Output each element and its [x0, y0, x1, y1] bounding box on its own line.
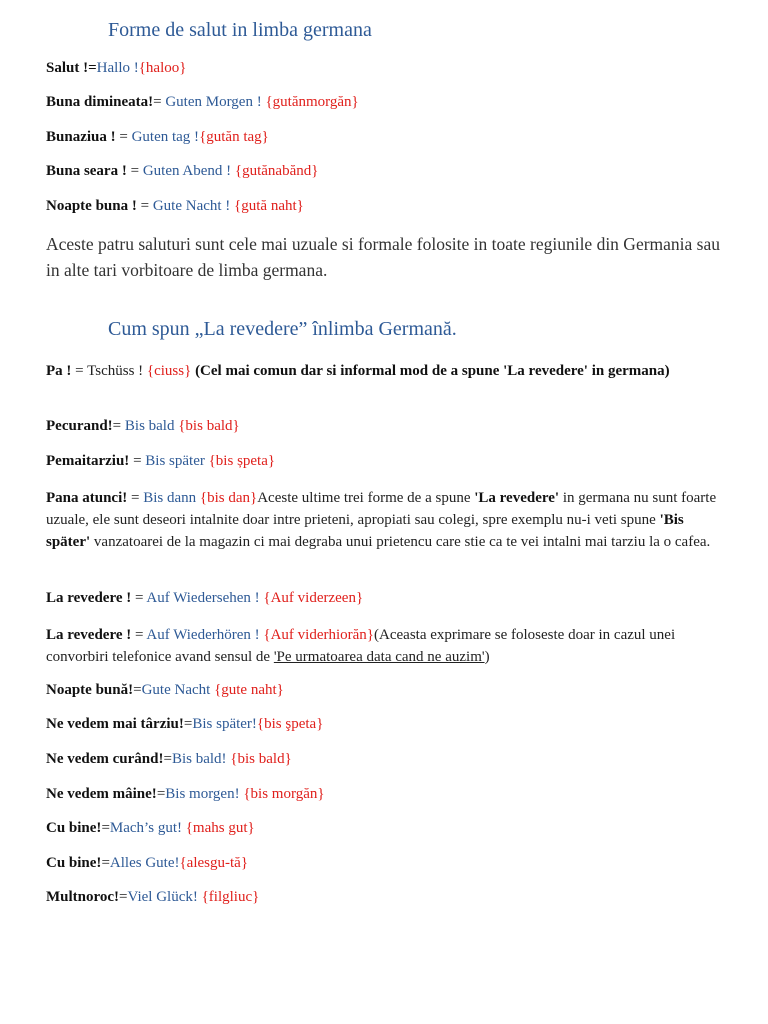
usage-note-emphasis: 'Bis später' [46, 512, 684, 550]
german-phrase: Mach’s gut! [109, 820, 186, 836]
phrase-row [46, 682, 284, 699]
usage-note: in germana nu sunt foarte uzuale, ele sunt deseori intalnite doar intre prieteni, apropiati sau colegi, spre exemplu nu-i veti spune [46, 490, 717, 528]
german-phrase: Bis später! [192, 716, 257, 732]
equals-sign: = [130, 163, 143, 179]
german-phrase: Hallo ! [96, 60, 139, 76]
romanian-phrase: Bunaziua ! [46, 129, 120, 145]
pronunciation: {gutănmorgăn} [265, 94, 359, 110]
equals-sign: = [101, 855, 110, 871]
romanian-phrase: Ne vedem mâine! [46, 786, 157, 802]
phrase-row [46, 487, 722, 553]
pronunciation: {gute naht} [214, 682, 284, 698]
phrase-row [46, 716, 323, 733]
phrase-row [46, 60, 186, 77]
romanian-phrase: Ne vedem curând! [46, 751, 164, 767]
pronunciation: {alesgu-tă} [179, 855, 249, 871]
equals-sign: = [88, 60, 97, 76]
romanian-phrase: Noapte bună! [46, 682, 134, 698]
german-phrase: Viel Glück! [127, 889, 202, 905]
usage-note: (Aceasta exprimare se foloseste doar in cazul unei convorbiri telefonice avand sensul de [46, 627, 676, 665]
equals-sign: = [101, 820, 110, 836]
german-phrase: Alles Gute! [109, 855, 180, 871]
phrase-row [46, 360, 722, 382]
section2-title: Cum spun „La revedere” înlimba Germană. [108, 318, 457, 340]
phrase-row [46, 855, 248, 872]
romanian-phrase: Buna seara ! [46, 163, 131, 179]
romanian-phrase: Cu bine! [46, 820, 102, 836]
phrase-row [46, 751, 292, 768]
romanian-phrase: Cu bine! [46, 855, 102, 871]
intro-paragraph: Aceste patru saluturi sunt cele mai uzuale si formale folosite in toate regiunile din Germania sau in alte tari vorbitoare de limba germana. [46, 234, 721, 280]
usage-note-underlined: 'Pe urmatoarea data cand ne auzim' [273, 649, 485, 665]
phrase-row [46, 624, 722, 668]
phrase-row [46, 163, 318, 180]
phrase-row [46, 198, 304, 215]
pronunciation: {bis bald} [178, 418, 240, 434]
equals-sign: = [156, 786, 166, 802]
romanian-phrase: Pemaitarziu! [46, 453, 134, 469]
german-phrase: Guten Morgen ! [165, 94, 266, 110]
equals-sign: = [135, 590, 147, 606]
romanian-phrase: Ne vedem mai târziu! [46, 716, 184, 732]
romanian-phrase: Multnoroc! [46, 889, 120, 905]
equals-sign: = [135, 627, 147, 643]
pronunciation: {bis dan} [199, 490, 258, 506]
pronunciation: {Auf viderhiorăn} [263, 627, 375, 643]
phrase-row [46, 129, 269, 146]
german-phrase: Auf Wiederhören ! [146, 627, 264, 643]
section1-title: Forme de salut in limba germana [108, 19, 372, 41]
pronunciation: {mahs gut} [185, 820, 255, 836]
pronunciation: {gutănabănd} [234, 163, 319, 179]
pronunciation: {gutăn tag} [199, 129, 269, 145]
equals-sign: = [119, 889, 128, 905]
german-phrase: Bis bald! [171, 751, 231, 767]
phrase-row [46, 590, 363, 607]
romanian-phrase: Buna dimineata! [46, 94, 154, 110]
pronunciation: {filgliuc} [201, 889, 260, 905]
pronunciation: {bis șpeta} [208, 453, 276, 469]
pronunciation: {bis şpeta} [256, 716, 324, 732]
pronunciation: {ciuss} [146, 363, 192, 379]
phrase-row [46, 418, 240, 435]
romanian-phrase: Pana atunci! [46, 490, 132, 506]
german-phrase: Bis bald [124, 418, 179, 434]
pronunciation: {Auf viderzeen} [263, 590, 364, 606]
romanian-phrase: Noapte buna ! [46, 198, 141, 214]
equals-sign: = [131, 490, 144, 506]
german-phrase: Bis dann [143, 490, 200, 506]
pronunciation: {bis bald} [230, 751, 292, 767]
equals-sign: = [153, 94, 166, 110]
equals-sign: = [133, 682, 142, 698]
romanian-phrase: Pecurand! [46, 418, 113, 434]
romanian-phrase: Salut ! [46, 60, 89, 76]
pronunciation: {bis morgăn} [243, 786, 325, 802]
equals-sign: = [183, 716, 193, 732]
german-phrase: Guten tag ! [131, 129, 200, 145]
equals-sign: = [140, 198, 153, 214]
german-phrase: Tschüss ! [87, 363, 147, 379]
equals-sign: = [112, 418, 125, 434]
equals-sign: = [133, 453, 146, 469]
phrase-row [46, 889, 259, 906]
romanian-phrase: Pa ! [46, 363, 76, 379]
phrase-row [46, 94, 359, 111]
pronunciation: {haloo} [138, 60, 187, 76]
equals-sign: = [163, 751, 172, 767]
usage-note: Aceste ultime trei forme de a spune [257, 490, 475, 506]
romanian-phrase: La revedere ! [46, 590, 135, 606]
german-phrase: Bis später [145, 453, 209, 469]
usage-note-emphasis: 'La revedere' [474, 490, 560, 506]
phrase-row [46, 453, 275, 470]
german-phrase: Auf Wiedersehen ! [146, 590, 264, 606]
equals-sign: = [119, 129, 132, 145]
usage-note: (Cel mai comun dar si informal mod de a spune 'La revedere' in germana) [191, 363, 670, 379]
usage-note: ) [484, 649, 490, 665]
pronunciation: {gută naht} [234, 198, 304, 214]
romanian-phrase: La revedere ! [46, 627, 135, 643]
german-phrase: Gute Nacht ! [152, 198, 235, 214]
german-phrase: Gute Nacht [141, 682, 215, 698]
equals-sign: = [75, 363, 88, 379]
german-phrase: Guten Abend ! [142, 163, 235, 179]
phrase-row [46, 820, 255, 837]
german-phrase: Bis morgen! [165, 786, 244, 802]
phrase-row [46, 786, 325, 803]
usage-note: vanzatoarei de la magazin ci mai degraba unui prietencu care stie ca te vei intalni mai tarziu la o cafea. [90, 534, 711, 550]
